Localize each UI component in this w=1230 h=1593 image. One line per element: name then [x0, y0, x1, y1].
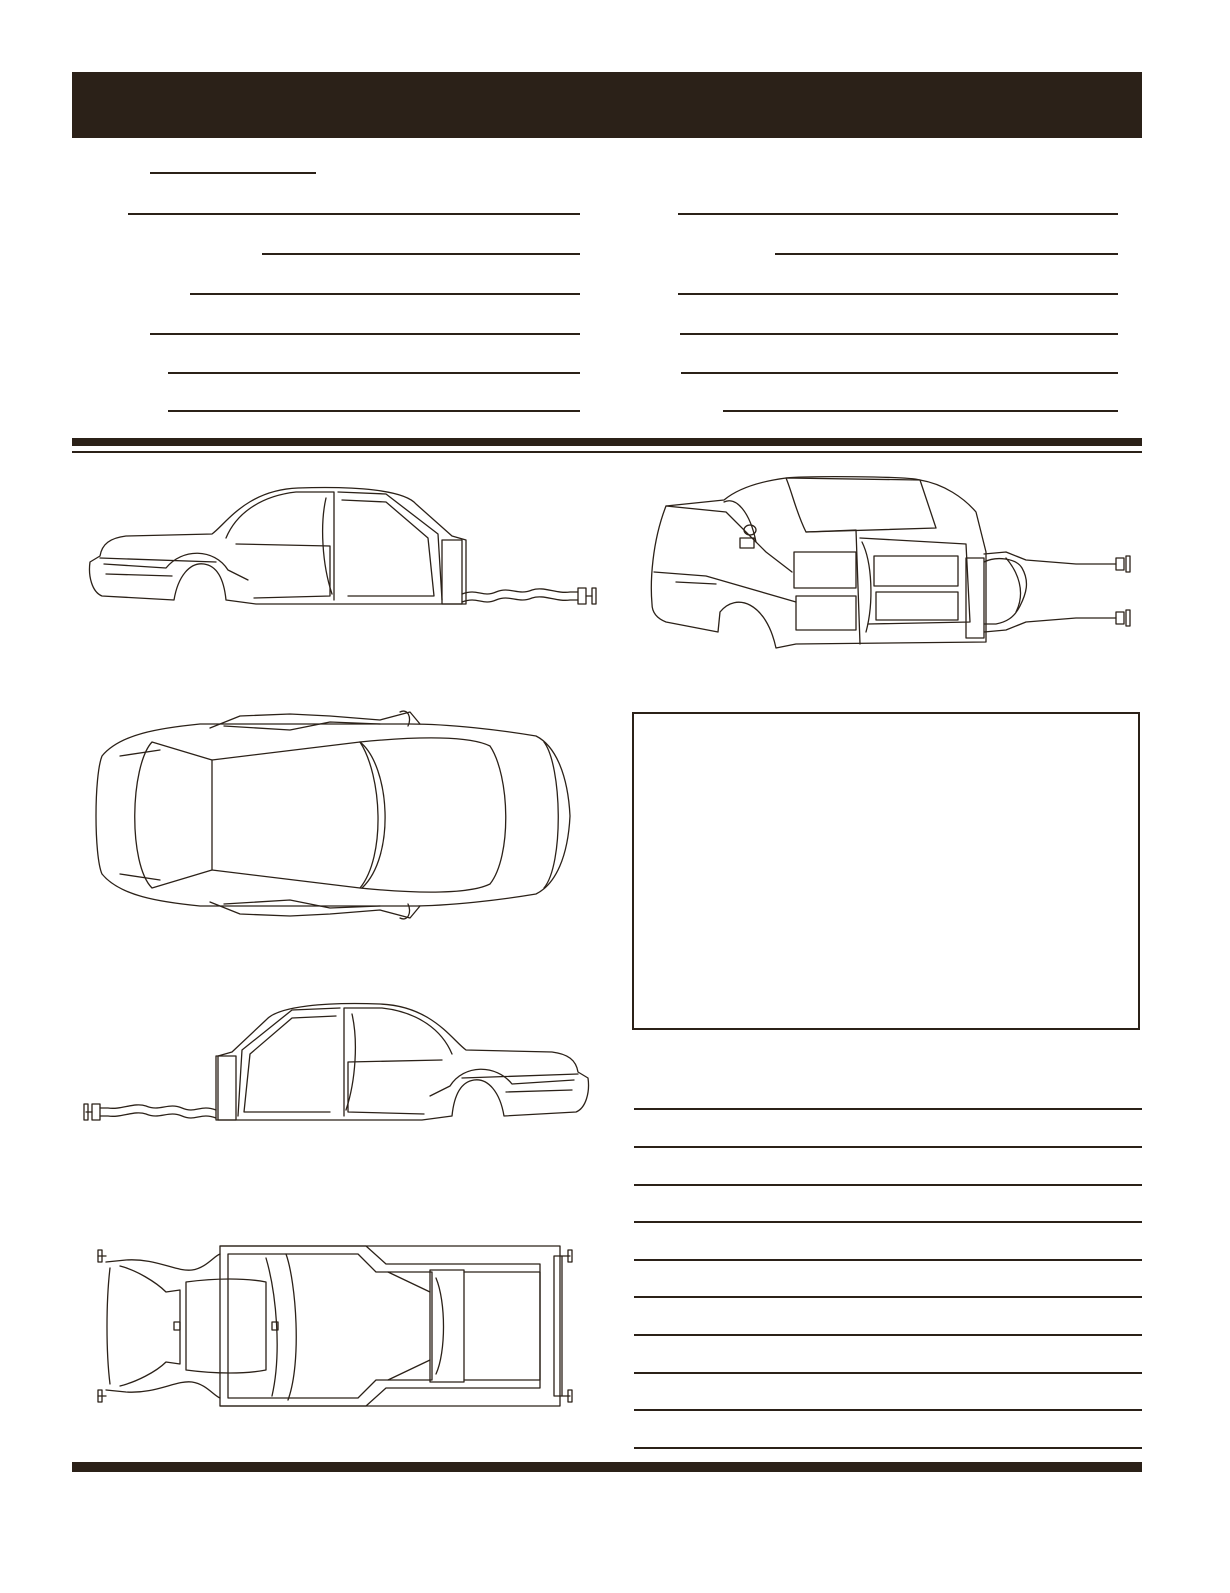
note-line-5[interactable]: [634, 1259, 1142, 1261]
car-right-side-view: [82, 1000, 592, 1130]
footer-bar: [72, 1462, 1142, 1472]
note-line-9[interactable]: [634, 1409, 1142, 1411]
form-field-left-4[interactable]: [150, 333, 580, 335]
note-line-2[interactable]: [634, 1146, 1142, 1148]
section-divider-thick: [72, 438, 1142, 446]
section-divider-thin: [72, 451, 1142, 453]
notes-box[interactable]: [632, 712, 1140, 1030]
form-field-right-5[interactable]: [681, 372, 1118, 374]
car-top-view: [90, 706, 580, 924]
form-field-right-1[interactable]: [678, 213, 1118, 215]
form-field-right-4[interactable]: [680, 333, 1118, 335]
note-line-10[interactable]: [634, 1447, 1142, 1449]
form-field-left-1[interactable]: [128, 213, 580, 215]
note-line-4[interactable]: [634, 1221, 1142, 1223]
form-field-left-2[interactable]: [262, 253, 580, 255]
note-line-1[interactable]: [634, 1108, 1142, 1110]
form-field-right-2[interactable]: [775, 253, 1118, 255]
car-left-side-view: [86, 484, 606, 614]
short-title-line: [150, 172, 316, 174]
form-field-left-5[interactable]: [168, 372, 580, 374]
note-line-3[interactable]: [634, 1184, 1142, 1186]
form-field-left-6[interactable]: [168, 410, 580, 412]
chassis-frame-bottom-view: [96, 1242, 580, 1412]
note-line-8[interactable]: [634, 1372, 1142, 1374]
form-field-right-6[interactable]: [723, 410, 1118, 412]
form-field-left-3[interactable]: [190, 293, 580, 295]
form-field-right-3[interactable]: [678, 293, 1118, 295]
note-line-6[interactable]: [634, 1296, 1142, 1298]
note-line-7[interactable]: [634, 1334, 1142, 1336]
car-three-quarter-cutaway: [646, 472, 1146, 652]
header-bar: [72, 72, 1142, 138]
